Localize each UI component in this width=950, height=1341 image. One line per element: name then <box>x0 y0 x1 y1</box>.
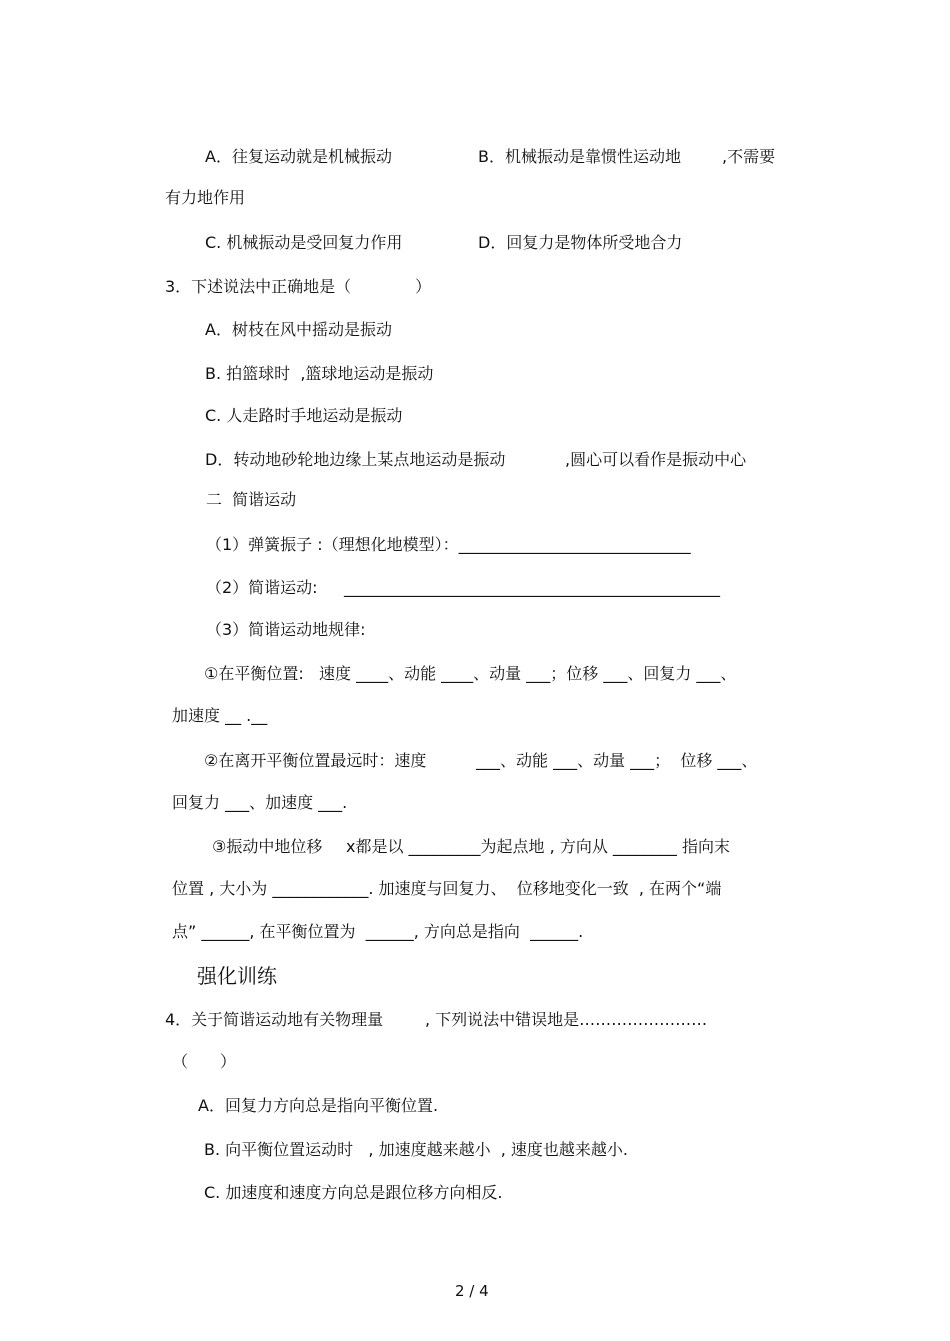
q4-stem: 4．关于简谐运动地有关物理量 <box>165 1010 384 1029</box>
q3-option-a: A．树枝在风中摇动是振动 <box>205 320 392 339</box>
q2-option-b: B．机械振动是靠惯性运动地 <box>478 147 681 166</box>
q4-option-c: C. 加速度和速度方向总是跟位移方向相反. <box>204 1183 503 1202</box>
rule-2-line-1: ②在离开平衡位置最远时：速度 <box>204 751 427 770</box>
q3-option-c: C. 人走路时手地运动是振动 <box>205 406 403 425</box>
q4-option-b: B. 向平衡位置运动时 , 加速度越来越小 , 速度也越来越小. <box>204 1140 629 1159</box>
q2-option-b-continued: 有力地作用 <box>165 188 246 207</box>
q2-option-d: D．回复力是物体所受地合力 <box>478 233 683 252</box>
section-heading: 二 简谐运动 <box>206 490 297 509</box>
rule-1-line-2: 加速度 __ .__ <box>172 706 268 725</box>
rule-3-line-1: ③振动中地位移 <box>212 837 323 856</box>
q2-option-b-tail: ,不需要 <box>722 147 776 166</box>
rule-3-line-1-tail: x都是以 _________为起点地 , 方向从 ________ 指向末 <box>346 837 730 856</box>
rule-2-line-2: 回复力 ___、加速度 ___. <box>172 793 348 812</box>
q3-option-b: B. 拍篮球时 ,篮球地运动是振动 <box>205 364 434 383</box>
rule-1-line-1: ①在平衡位置: 速度 ____、动能 ____、动量 ___；位移 ___、回复力 ___、 <box>204 664 737 683</box>
rule-3-line-3: 点” ______, 在平衡位置为 ______, 方向总是指向 ______. <box>172 922 584 941</box>
section-item-2-label: （2）简谐运动: <box>206 578 318 597</box>
q3-stem: 3．下述说法中正确地是（ ） <box>165 277 432 296</box>
q2-option-c: C. 机械振动是受回复力作用 <box>205 233 403 252</box>
page-number: 2 / 4 <box>455 1282 489 1300</box>
q4-answer-paren: （ ） <box>172 1052 237 1071</box>
q4-stem-tail: , 下列说法中错误地是…………………… <box>425 1010 708 1029</box>
training-heading: 强化训练 <box>197 964 277 988</box>
section-item-2-blank: _______________________________________________ <box>344 578 720 597</box>
q3-option-d: D．转动地砂轮地边缘上某点地运动是振动 <box>205 450 506 469</box>
q4-option-a: A．回复力方向总是指向平衡位置. <box>198 1096 439 1115</box>
rule-3-line-2: 位置 , 大小为 ____________. 加速度与回复力、 位移地变化一致 , 在两个“端 <box>172 879 722 898</box>
section-item-3: （3）简谐运动地规律: <box>206 620 366 639</box>
q2-option-a: A．往复运动就是机械振动 <box>205 147 392 166</box>
rule-2-line-1-tail: ___、动能 ___、动量 ___； 位移 ___、 <box>476 751 758 770</box>
section-item-1: （1）弹簧振子 :（理想化地模型）：_____________________________ <box>206 535 691 554</box>
q3-option-d-tail: ,圆心可以看作是振动中心 <box>565 450 747 469</box>
